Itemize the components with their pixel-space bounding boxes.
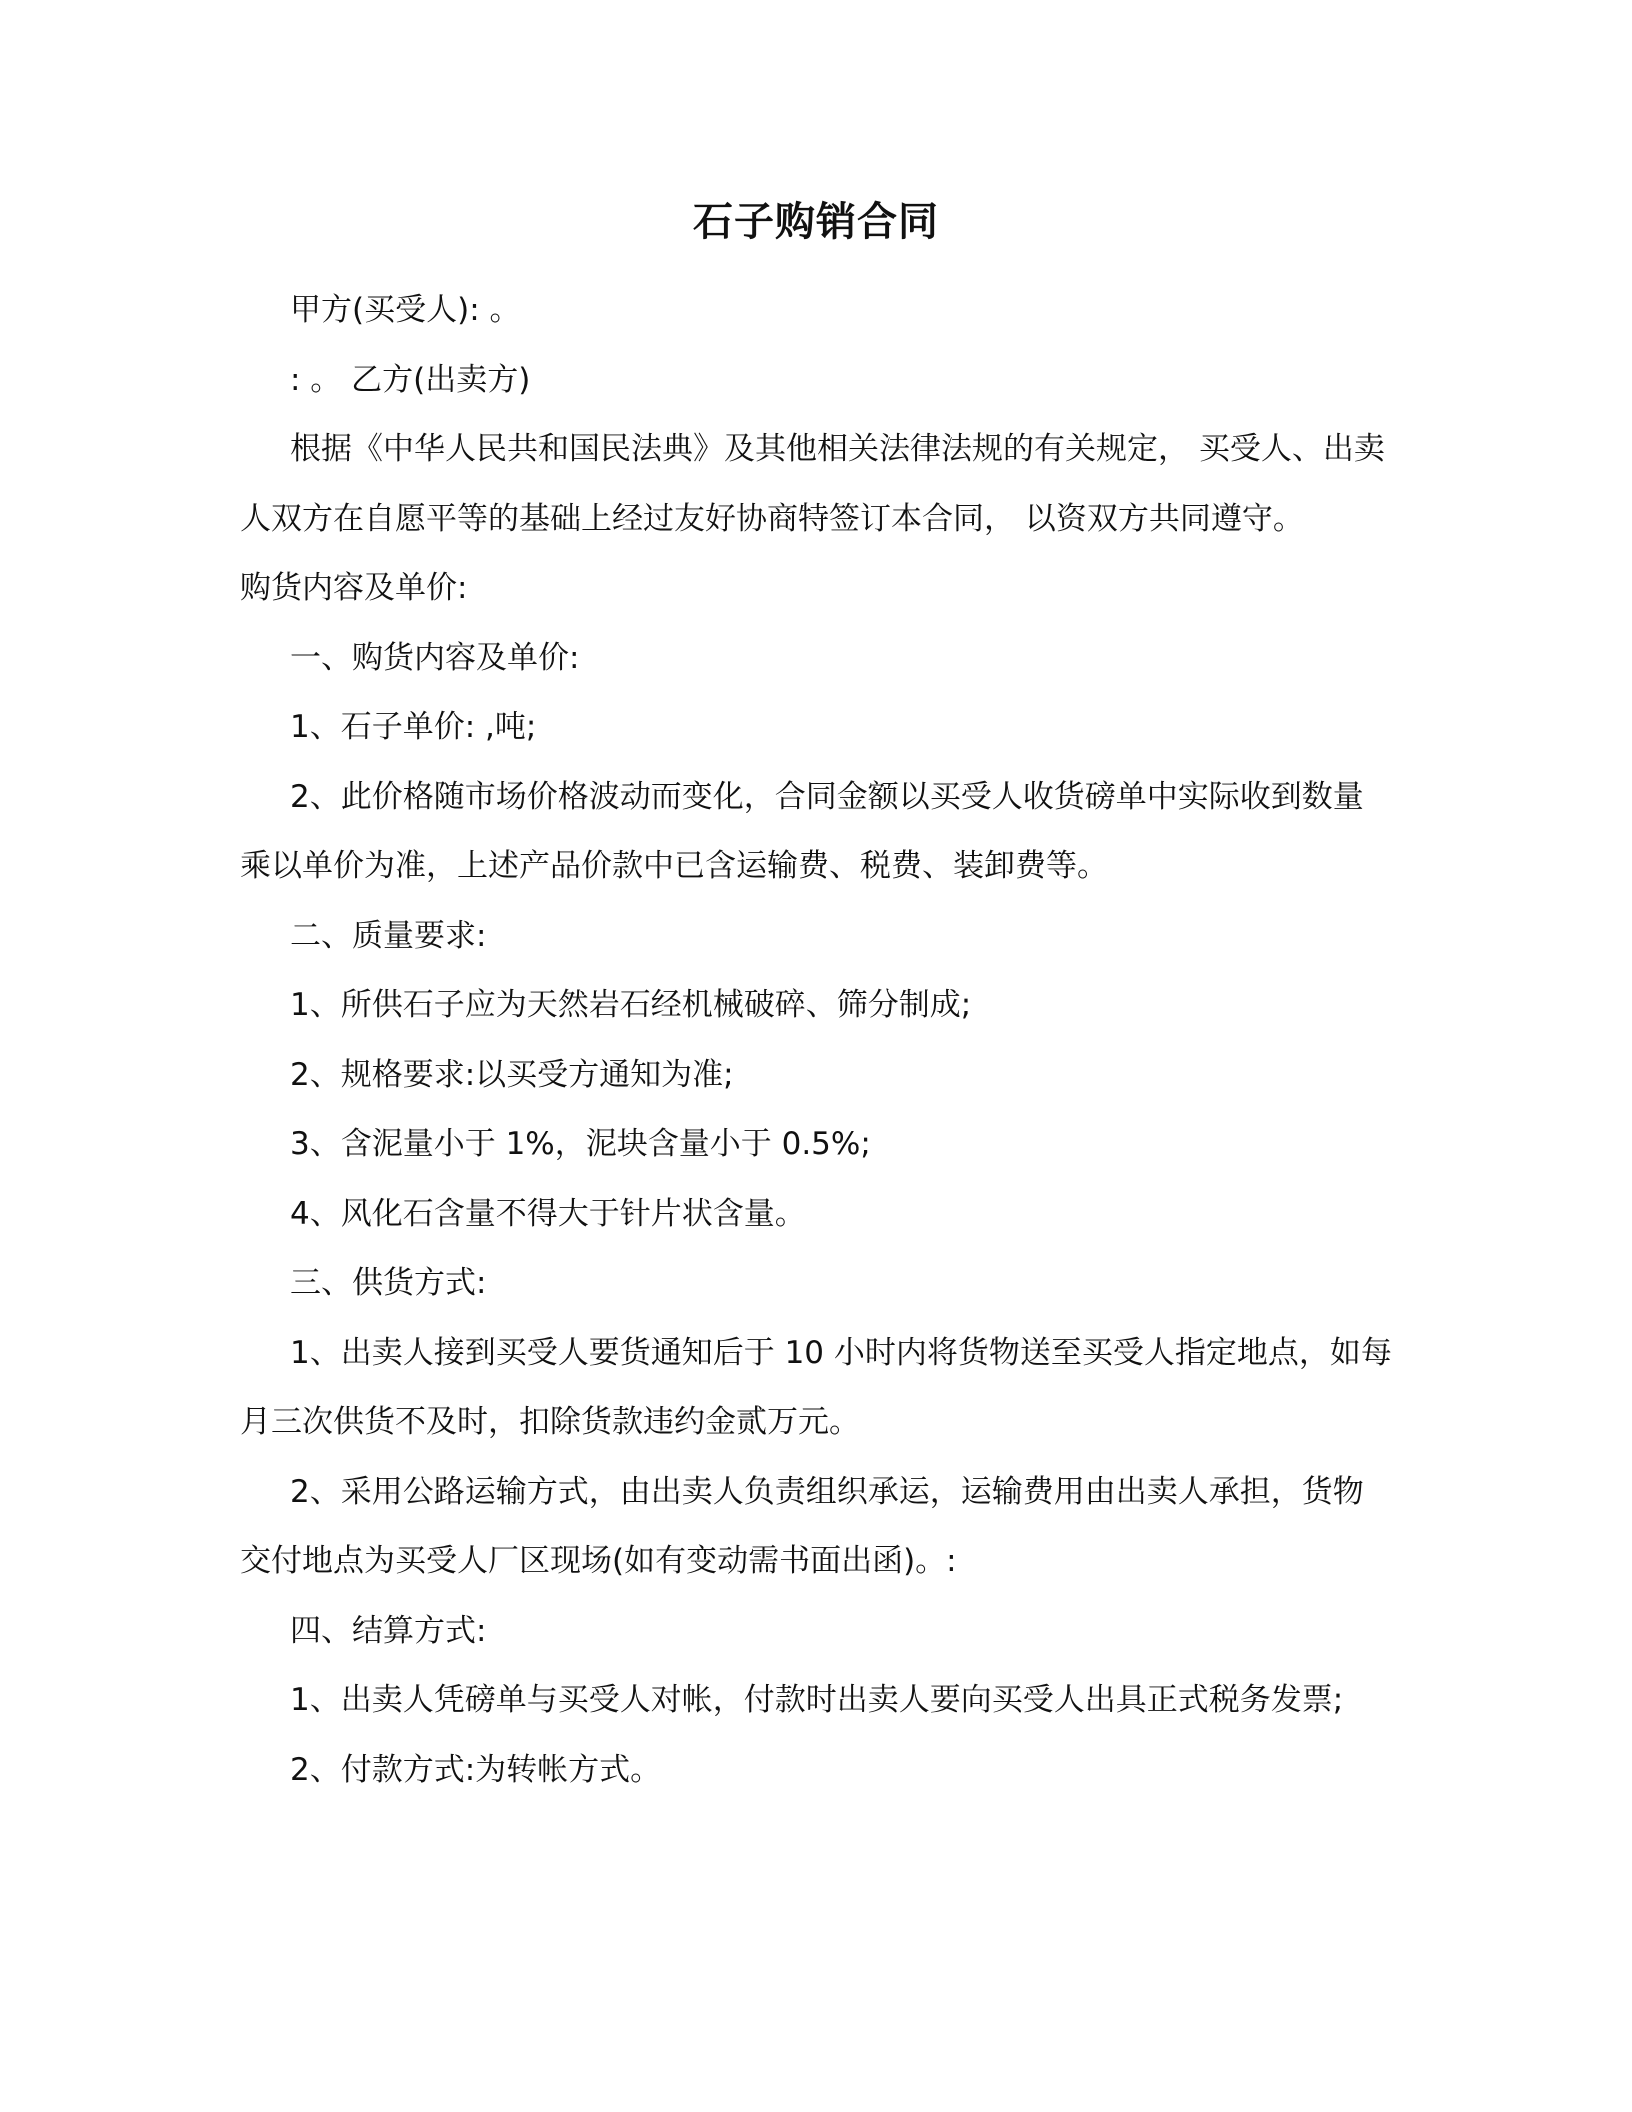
clause-2-2: 2、规格要求:以买受方通知为准; [290,1056,734,1093]
clause-2-1: 1、所供石子应为天然岩石经机械破碎、筛分制成; [290,987,972,1023]
clause-4-1: 1、出卖人凭磅单与买受人对帐，付款时出卖人要向买受人出具正式税务发票; [290,1682,1344,1718]
clause-3-2: 2、采用公路运输方式，由出卖人负责组织承运，运输费用由出卖人承担，货物交付地点为买受人厂区现场(如有变动需书面出函)。: [240,1473,1364,1579]
document-title: 石子购销合同 [693,199,939,245]
clause-2-4: 4、风化石含量不得大于针片状含量。 [290,1195,806,1232]
section-heading-4: 四、结算方式: [290,1612,487,1649]
paragraph-party-b: : 。 乙方(出卖方) [290,361,531,398]
section-heading-1: 一、购货内容及单价: [290,639,580,676]
document-body [240,276,1392,1805]
clause-4-2: 2、付款方式:为转帐方式。 [290,1751,662,1788]
paragraph-purchase-heading: 购货内容及单价: [240,570,468,606]
clause-3-1: 1、出卖人接到买受人要货通知后于 10 小时内将货物送至买受人指定地点，如每月三次供货不及时，扣除货款违约金贰万元。 [240,1334,1392,1440]
clause-1-2: 2、此价格随市场价格波动而变化，合同金额以买受人收货磅单中实际收到数量乘以单价为准，上述产品价款中已含运输费、税费、装卸费等。 [240,778,1364,884]
section-heading-2: 二、质量要求: [290,917,487,954]
paragraph-party-a: 甲方(买受人): 。 [290,292,521,328]
clause-1-1: 1、石子单价: ,吨; [290,709,537,745]
clause-2-3: 3、含泥量小于 1%，泥块含量小于 0.5%; [290,1126,871,1162]
paragraph-preamble: 根据《中华人民共和国民法典》及其他相关法律法规的有关规定， 买受人、出卖人双方在自愿平等的基础上经过友好协商特签订本合同， 以资双方共同遵守。 [240,431,1385,537]
section-heading-3: 三、供货方式: [290,1265,487,1301]
